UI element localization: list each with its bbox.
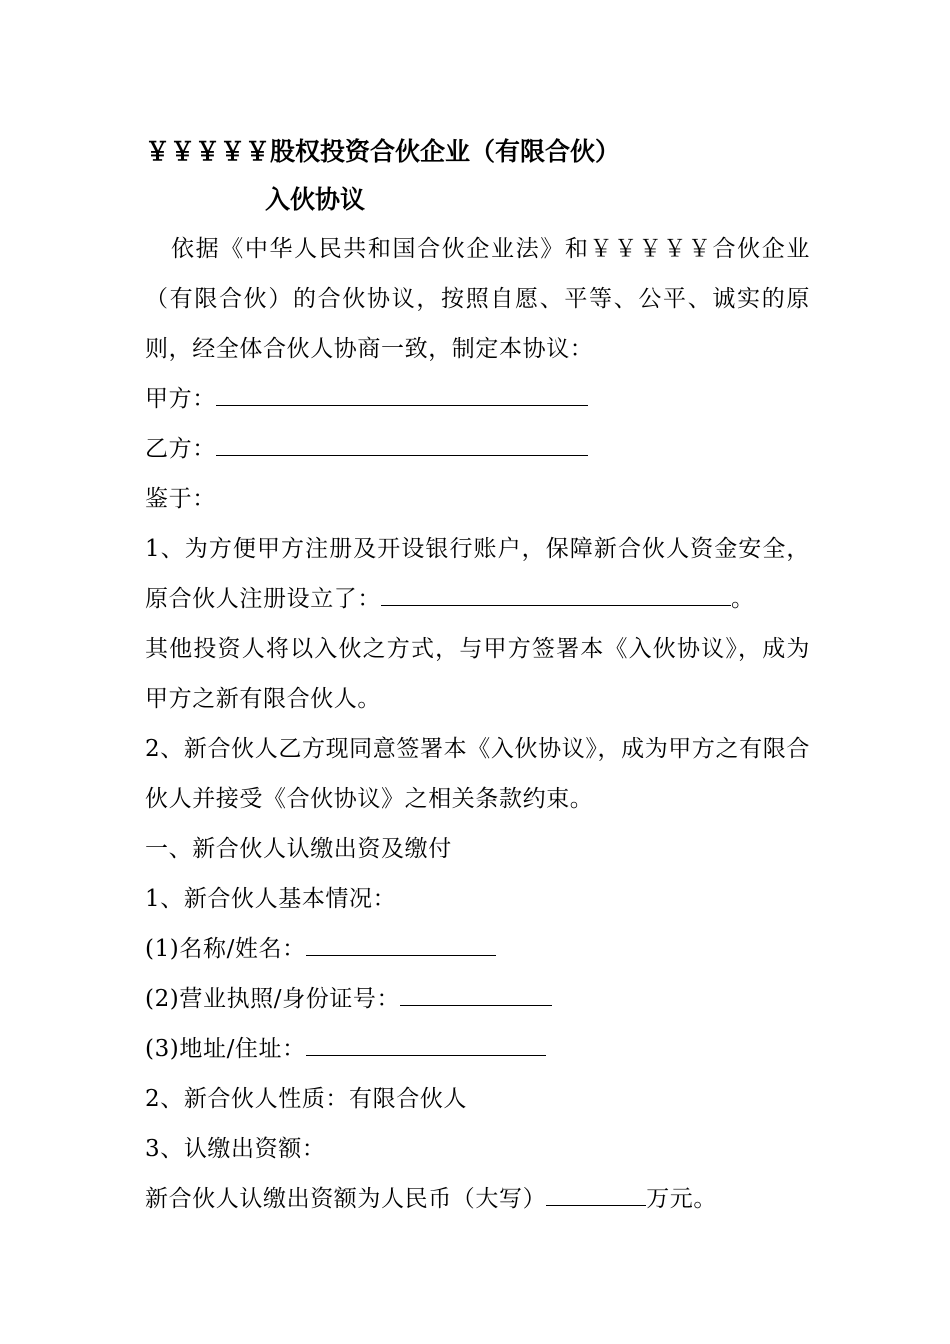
field-address-label: (3)地址/住址： (145, 1036, 306, 1062)
field-name-line (145, 924, 810, 974)
amount-blank (546, 1185, 646, 1206)
field-address-blank (306, 1035, 546, 1056)
section-1-heading: 一、新合伙人认缴出资及缴付 (145, 836, 452, 862)
recital-1 (145, 524, 810, 624)
field-license-blank (400, 985, 552, 1006)
field-name-label: (1)名称/姓名： (145, 936, 306, 962)
item-2: 2、新合伙人性质：有限合伙人 (145, 1086, 468, 1112)
intro-paragraph: 依据《中华人民共和国合伙企业法》和￥￥￥￥￥合伙企业（有限合伙）的合伙协议，按照自愿、平等、公平、诚实的原则，经全体合伙人协商一致，制定本协议： (145, 236, 810, 362)
party-a-blank (216, 385, 588, 406)
party-a-line (145, 374, 810, 424)
party-b-blank (216, 435, 588, 456)
document-title-line2: 入伙协议 (265, 185, 366, 214)
recital-1-continued: 其他投资人将以入伙之方式，与甲方签署本《入伙协议》，成为甲方之新有限合伙人。 (145, 636, 810, 712)
field-name-blank (306, 935, 496, 956)
whereas-label: 鉴于： (145, 486, 216, 512)
field-license-line (145, 974, 810, 1024)
recital-1-text: 1、为方便甲方注册及开设银行账户，保障新合伙人资金安全，原合伙人注册设立了： (145, 536, 810, 612)
party-b-line (145, 424, 810, 474)
item-3: 3、认缴出资额： (145, 1136, 326, 1162)
document-title-line1: ￥￥￥￥￥股权投资合伙企业（有限合伙） (145, 137, 621, 166)
agreement-page (145, 128, 810, 1224)
amount-suffix: 万元。 (646, 1186, 718, 1212)
party-a-label: 甲方： (145, 386, 216, 412)
recital-2: 2、新合伙人乙方现同意签署本《入伙协议》，成为甲方之有限合伙人并接受《合伙协议》之相关条款约束。 (145, 736, 810, 812)
amount-prefix: 新合伙人认缴出资额为人民币（大写） (145, 1186, 547, 1212)
field-address-line (145, 1024, 810, 1074)
recital-1-end: 。 (731, 586, 755, 612)
item-1: 1、新合伙人基本情况： (145, 886, 397, 912)
amount-line (145, 1174, 810, 1224)
party-b-label: 乙方： (145, 436, 216, 462)
field-license-label: (2)营业执照/身份证号： (145, 986, 401, 1012)
recital-1-blank (381, 585, 731, 606)
